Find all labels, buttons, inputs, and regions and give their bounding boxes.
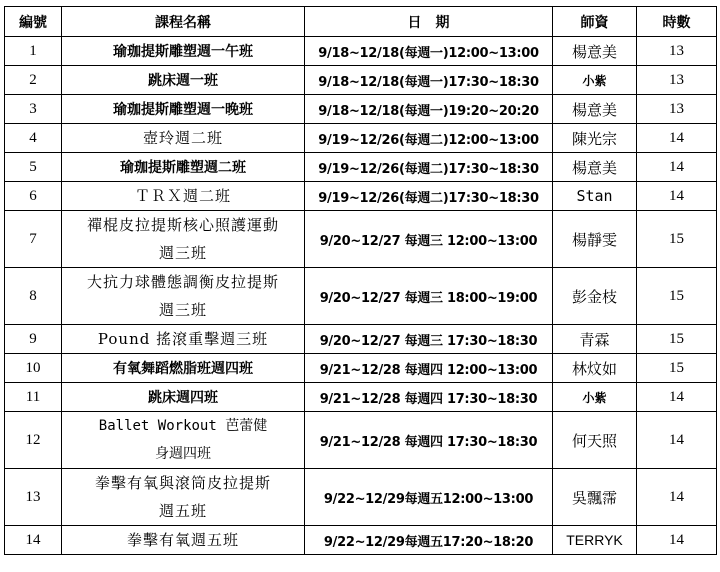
teacher-name: Stan — [553, 182, 637, 211]
course-date: 9/18~12/18(每週一)19:20~20:20 — [305, 95, 553, 124]
teacher-name: 吳飄霈 — [553, 469, 637, 526]
table-header-row — [5, 7, 717, 37]
course-hours: 13 — [637, 66, 717, 95]
course-date: 9/18~12/18(每週一)17:30~18:30 — [305, 66, 553, 95]
row-number: 1 — [5, 37, 62, 66]
course-name: ＴＲＸ週二班 — [62, 182, 305, 211]
course-date: 9/20~12/27 每週三 12:00~13:00 — [305, 211, 553, 268]
table-row — [5, 526, 717, 555]
row-number: 6 — [5, 182, 62, 211]
course-date: 9/22~12/29每週五17:20~18:20 — [305, 526, 553, 555]
table-row — [5, 182, 717, 211]
course-date: 9/22~12/29每週五12:00~13:00 — [305, 469, 553, 526]
header-course: 課程名稱 — [62, 7, 305, 37]
course-date: 9/21~12/28 每週四 17:30~18:30 — [305, 412, 553, 469]
course-schedule-table — [4, 6, 717, 555]
course-date: 9/20~12/27 每週三 18:00~19:00 — [305, 268, 553, 325]
course-hours: 15 — [637, 211, 717, 268]
course-hours: 13 — [637, 95, 717, 124]
table-row — [5, 469, 717, 526]
table-row — [5, 354, 717, 383]
teacher-name: 楊意美 — [553, 37, 637, 66]
row-number: 14 — [5, 526, 62, 555]
course-name: 壺玲週二班 — [62, 124, 305, 153]
teacher-name: 何天照 — [553, 412, 637, 469]
table-row — [5, 268, 717, 325]
row-number: 13 — [5, 469, 62, 526]
course-name: 拳擊有氧週五班 — [62, 526, 305, 555]
course-name: 瑜珈提斯雕塑週一晚班 — [62, 95, 305, 124]
table-row — [5, 383, 717, 412]
header-date: 日 期 — [305, 7, 553, 37]
table-row — [5, 95, 717, 124]
course-name: Pound 搖滾重擊週三班 — [62, 325, 305, 354]
course-date: 9/19~12/26(每週二)17:30~18:30 — [305, 153, 553, 182]
teacher-name: 楊意美 — [553, 153, 637, 182]
course-date: 9/19~12/26(每週二)17:30~18:30 — [305, 182, 553, 211]
teacher-name: TERRYK — [553, 526, 637, 555]
course-hours: 15 — [637, 268, 717, 325]
course-date: 9/21~12/28 每週四 12:00~13:00 — [305, 354, 553, 383]
table-row — [5, 412, 717, 469]
course-hours: 14 — [637, 469, 717, 526]
row-number: 11 — [5, 383, 62, 412]
course-name: 瑜珈提斯雕塑週一午班 — [62, 37, 305, 66]
course-name: 拳擊有氧與滾筒皮拉提斯週五班 — [62, 469, 305, 526]
course-name: 大抗力球體態調衡皮拉提斯週三班 — [62, 268, 305, 325]
table-row — [5, 325, 717, 354]
course-name: Ballet Workout 芭蕾健身週四班 — [62, 412, 305, 469]
course-name: 跳床週一班 — [62, 66, 305, 95]
row-number: 7 — [5, 211, 62, 268]
course-hours: 14 — [637, 526, 717, 555]
header-hours: 時數 — [637, 7, 717, 37]
header-no: 編號 — [5, 7, 62, 37]
course-date: 9/19~12/26(每週二)12:00~13:00 — [305, 124, 553, 153]
teacher-name: 小紫 — [553, 66, 637, 95]
teacher-name: 陳光宗 — [553, 124, 637, 153]
row-number: 10 — [5, 354, 62, 383]
course-name: 禪棍皮拉提斯核心照護運動週三班 — [62, 211, 305, 268]
course-name: 瑜珈提斯雕塑週二班 — [62, 153, 305, 182]
table-row — [5, 66, 717, 95]
row-number: 12 — [5, 412, 62, 469]
header-teacher: 師資 — [553, 7, 637, 37]
course-name: 有氧舞蹈燃脂班週四班 — [62, 354, 305, 383]
row-number: 3 — [5, 95, 62, 124]
course-date: 9/20~12/27 每週三 17:30~18:30 — [305, 325, 553, 354]
teacher-name: 林炆如 — [553, 354, 637, 383]
course-hours: 14 — [637, 412, 717, 469]
course-hours: 14 — [637, 182, 717, 211]
row-number: 2 — [5, 66, 62, 95]
teacher-name: 青霖 — [553, 325, 637, 354]
teacher-name: 彭金枝 — [553, 268, 637, 325]
table-row — [5, 153, 717, 182]
teacher-name: 楊靜雯 — [553, 211, 637, 268]
teacher-name: 小紫 — [553, 383, 637, 412]
course-hours: 14 — [637, 383, 717, 412]
course-hours: 14 — [637, 153, 717, 182]
row-number: 8 — [5, 268, 62, 325]
row-number: 9 — [5, 325, 62, 354]
course-date: 9/18~12/18(每週一)12:00~13:00 — [305, 37, 553, 66]
table-row — [5, 37, 717, 66]
course-date: 9/21~12/28 每週四 17:30~18:30 — [305, 383, 553, 412]
course-hours: 15 — [637, 354, 717, 383]
course-hours: 14 — [637, 124, 717, 153]
course-hours: 13 — [637, 37, 717, 66]
course-hours: 15 — [637, 325, 717, 354]
table-row — [5, 124, 717, 153]
row-number: 4 — [5, 124, 62, 153]
row-number: 5 — [5, 153, 62, 182]
teacher-name: 楊意美 — [553, 95, 637, 124]
course-name: 跳床週四班 — [62, 383, 305, 412]
table-row — [5, 211, 717, 268]
